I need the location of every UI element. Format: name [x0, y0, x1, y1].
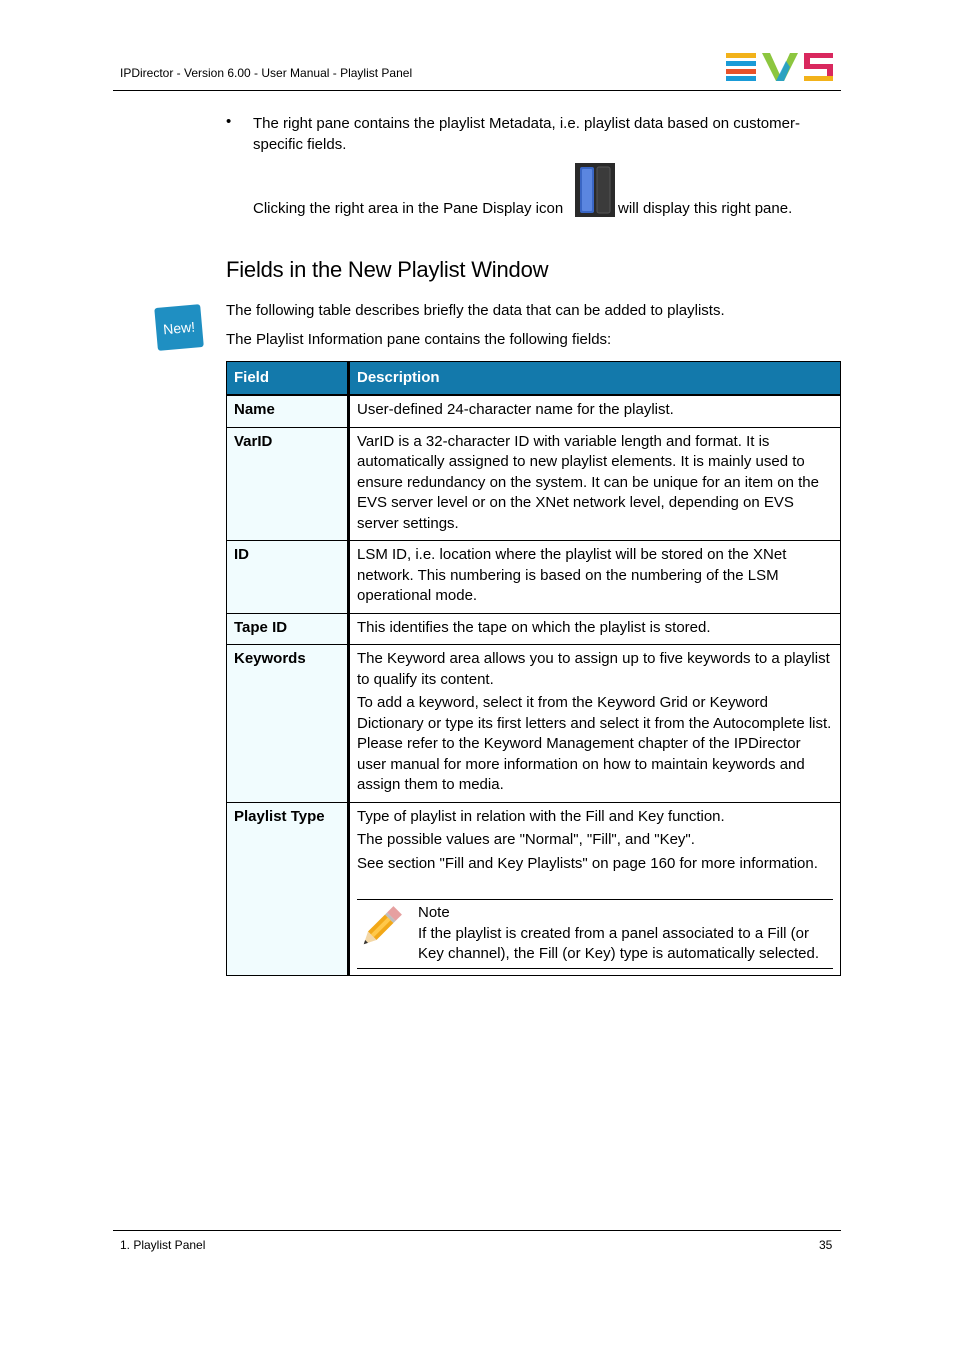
- section-intro-1: The following table describes briefly the data that can be added to playlists.: [226, 302, 725, 319]
- description-text: Type of playlist in relation with the Fill and Key function.: [357, 807, 725, 825]
- note-body: [418, 903, 833, 965]
- footer-rule: [113, 1230, 841, 1231]
- footer-page-number: 35: [819, 1238, 833, 1252]
- pencil-icon: [357, 903, 418, 965]
- new-badge-icon: [154, 303, 204, 351]
- header-description: Description: [349, 362, 841, 396]
- description-text: VarID is a 32-character ID with variable length and format. It is automatically assigned to new playlist elements. It is mainly used to ensure redundancy on the system. It can be unique for an item on the EVS server level or on the XNet network level, depending on EVS server settings.: [357, 432, 819, 532]
- pane-display-text: Clicking the right area in the Pane Display icon: [253, 200, 564, 217]
- note-box: [357, 899, 833, 969]
- header-rule: [113, 90, 841, 91]
- new-badge-label: New!: [162, 318, 196, 338]
- field-name: Name: [227, 395, 349, 427]
- fields-table: [226, 361, 841, 976]
- table-row: [227, 613, 841, 645]
- pane-display-icon: [575, 163, 615, 217]
- field-name: ID: [227, 541, 349, 614]
- evs-logo: [726, 53, 834, 81]
- section-title: Fields in the New Playlist Window: [226, 257, 549, 282]
- description-text: To add a keyword, select it from the Keyword Grid or Keyword Dictionary or type its first letters and select it from the Autocomplete list. Please refer to the Keyword Management chapter of the IPDirector user manual for more information on how to maintain keywords and assign them to media.: [357, 694, 832, 793]
- section-intro-2: The Playlist Information pane contains the following fields:: [226, 331, 612, 348]
- table-row: [227, 802, 841, 975]
- bullet-marker: •: [226, 113, 232, 130]
- description-text: User-defined 24-character name for the playlist.: [357, 401, 674, 418]
- description-text: The Keyword area allows you to assign up to five keywords to a playlist to qualify its content.: [357, 650, 830, 688]
- pane-display-text-end: will display this right pane.: [618, 200, 793, 217]
- field-name: VarID: [227, 427, 349, 541]
- description-cell: [349, 541, 841, 614]
- note-text: If the playlist is created from a panel associated to a Fill (or Key channel), the Fill (or Key) type is automatically selected.: [418, 924, 820, 962]
- description-text: This identifies the tape on which the playlist is stored.: [357, 618, 711, 636]
- description-cell: [349, 802, 841, 975]
- description-cell: [349, 427, 841, 541]
- table-row: [227, 541, 841, 614]
- description-cell: [349, 645, 841, 803]
- field-name: Playlist Type: [227, 802, 349, 975]
- description-text: The possible values are "Normal", "Fill", and "Key".: [357, 831, 695, 848]
- bullet-text: The right pane contains the playlist Metadata, i.e. playlist data based on customer-specific fields.: [253, 115, 800, 153]
- field-name: Tape ID: [227, 613, 349, 645]
- description-text: See section "Fill and Key Playlists" on page 160 for more information.: [357, 854, 818, 872]
- header-field: Field: [227, 362, 349, 396]
- table-row: [227, 427, 841, 541]
- header-title: IPDirector - Version 6.00 - User Manual - Playlist Panel: [120, 66, 413, 80]
- description-text: LSM ID, i.e. location where the playlist will be stored on the XNet network. This numbering is based on the numbering of the LSM operational mode.: [357, 546, 787, 604]
- description-cell: [349, 395, 841, 427]
- table-row: [227, 395, 841, 427]
- table-header-row: [227, 362, 841, 396]
- table-row: [227, 645, 841, 803]
- field-name: Keywords: [227, 645, 349, 803]
- note-title: Note: [418, 904, 450, 921]
- description-cell: [349, 613, 841, 645]
- footer-chapter: 1. Playlist Panel: [120, 1238, 206, 1252]
